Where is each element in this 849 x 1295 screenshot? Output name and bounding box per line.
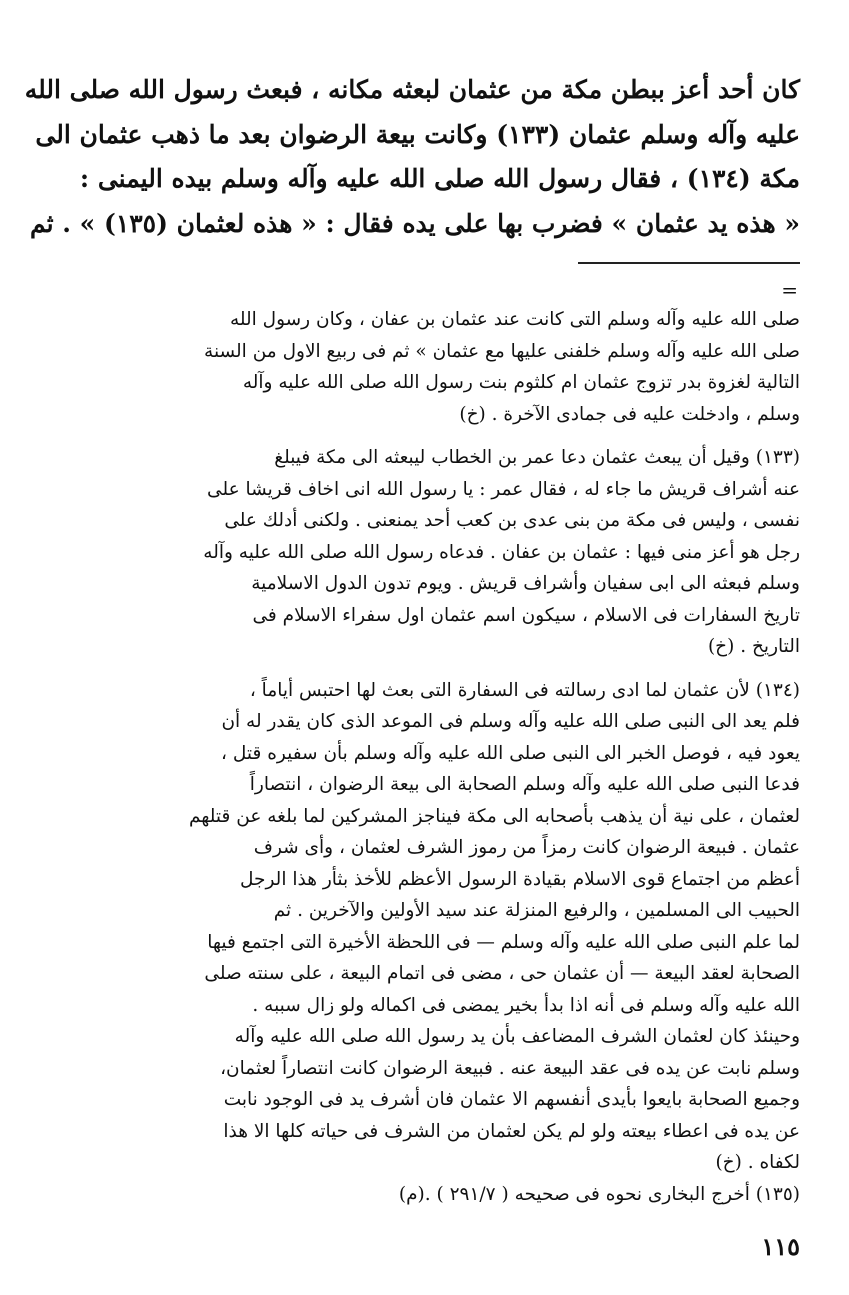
- footnote-line: يعود فيه ، فوصل الخبر الى النبى صلى الله عليه وآله وسلم بأن سفيره قتل ،: [221, 742, 800, 764]
- main-text-line: مكة (١٣٤) ، فقال رسول الله صلى الله عليه وآله وسلم بيده اليمنى :: [79, 164, 800, 193]
- footnote-line: أعظم من اجتماع قوى الاسلام بقيادة الرسول الأعظم للأخذ بثأر هذا الرجل: [240, 868, 800, 890]
- footnote-134: [88, 675, 800, 1179]
- footnote-line: وسلم ، وادخلت عليه فى جمادى الآخرة . (خ): [459, 403, 800, 425]
- footnote-line: التاريخ . (خ): [707, 636, 800, 657]
- footnote-line: وسلم فبعثه الى ابى سفيان وأشراف قريش . ويوم تدون الدول الاسلامية: [251, 573, 800, 594]
- footnote-line: رجل هو أعز منى فيها : عثمان بن عفان . فدعاه رسول الله صلى الله عليه وآله: [203, 541, 800, 563]
- footnote-line: صلى الله عليه وآله وسلم خلفنى عليها مع عثمان » ثم فى ربيع الاول من السنة: [204, 340, 800, 362]
- footnote-line: (١٣٣) وقيل أن يبعث عثمان دعا عمر بن الخطاب ليبعثه الى مكة فيبلغ: [274, 447, 800, 468]
- footnote-line: الحبيب الى المسلمين ، والرفيع المنزلة عند سيد الأولين والآخرين . ثم: [273, 900, 800, 921]
- footnote-line: لكفاه . (خ): [715, 1152, 800, 1173]
- footnote-line: فلم يعد الى النبى صلى الله عليه وآله وسلم فى الموعد الذى كان يقدر له أن: [221, 711, 800, 732]
- footnote-133: [88, 442, 800, 663]
- main-text-line: « هذه يد عثمان » فضرب بها على يده فقال : « هذه لعثمان (١٣٥) » . ثم: [29, 208, 800, 238]
- footnote-line: تاريخ السفارات فى الاسلام ، سيكون اسم عثمان اول سفراء الاسلام فى: [252, 604, 800, 626]
- footnotes: [88, 304, 800, 1210]
- footnote-continuation: [88, 304, 800, 430]
- footnote-separator: [578, 262, 800, 264]
- continuation-mark: =: [781, 278, 798, 302]
- footnote-line: وسلم نابت عن يده فى عقد البيعة عنه . فبيعة الرضوان كانت انتصاراً لعثمان،: [220, 1057, 800, 1079]
- footnote-line: الصحابة لعقد البيعة — أن عثمان حى ، مضى فى اتمام البيعة ، على سنته صلى: [204, 963, 800, 984]
- main-text: [24, 68, 800, 246]
- footnote-135: [88, 1179, 800, 1211]
- footnote-line: الله عليه وآله وسلم فى أنه اذا بدأ بخير يمضى فى اكماله ولو زال سببه .: [252, 994, 800, 1016]
- footnote-line: صلى الله عليه وآله وسلم التى كانت عند عثمان بن عفان ، وكان رسول الله: [229, 309, 800, 330]
- footnote-line: لعثمان ، على نية أن يذهب بأصحابه الى مكة فيناجز المشركين لما بلغه عن قتلهم: [188, 805, 800, 827]
- page-number: ١١٥: [761, 1232, 800, 1261]
- footnote-line: التالية لغزوة بدر تزوج عثمان ام كلثوم بنت رسول الله صلى الله عليه وآله: [242, 372, 800, 393]
- footnote-line: نفسى ، وليس فى مكة من بنى عدى بن كعب أحد يمنعنى . ولكنى أدلك على: [224, 510, 800, 531]
- footnote-line: عن يده فى اعطاء بيعته ولو لم يكن لعثمان من الشرف فى حياته كلها الا هذا: [223, 1120, 800, 1142]
- footnote-line: (١٣٤) لأن عثمان لما ادى رسالته فى السفارة التى بعث لها احتبس أياماً ،: [249, 679, 800, 701]
- footnote-line: لما علم النبى صلى الله عليه وآله وسلم — فى اللحظة الأخيرة التى اجتمع فيها: [207, 931, 800, 953]
- footnote-line: عثمان . فبيعة الرضوان كانت رمزاً من رموز الشرف لعثمان ، وأى شرف: [253, 837, 800, 858]
- main-text-line: عليه وآله وسلم عثمان (١٣٣) وكانت بيعة الرضوان بعد ما ذهب عثمان الى: [35, 119, 800, 149]
- footnote-line: وجميع الصحابة بايعوا بأيدى أنفسهم الا عثمان فان أشرف يد فى الوجود نابت: [223, 1089, 800, 1110]
- footnote-line: عنه أشراف قريش ما جاء له ، فقال عمر : يا رسول الله انى اخاف قريشا على: [207, 478, 800, 500]
- footnote-line: (١٣٥) أخرج البخارى نحوه فى صحيحه ( ٢٩١/٧ ) .(م): [398, 1183, 800, 1205]
- main-text-line: كان أحد أعز ببطن مكة من عثمان لبعثه مكانه ، فبعث رسول الله صلى الله: [24, 75, 800, 104]
- footnote-line: فدعا النبى صلى الله عليه وآله وسلم الصحابة الى بيعة الرضوان ، انتصاراً: [249, 774, 800, 795]
- footnote-line: وحينئذ كان لعثمان الشرف المضاعف بأن يد رسول الله صلى الله عليه وآله: [234, 1026, 800, 1047]
